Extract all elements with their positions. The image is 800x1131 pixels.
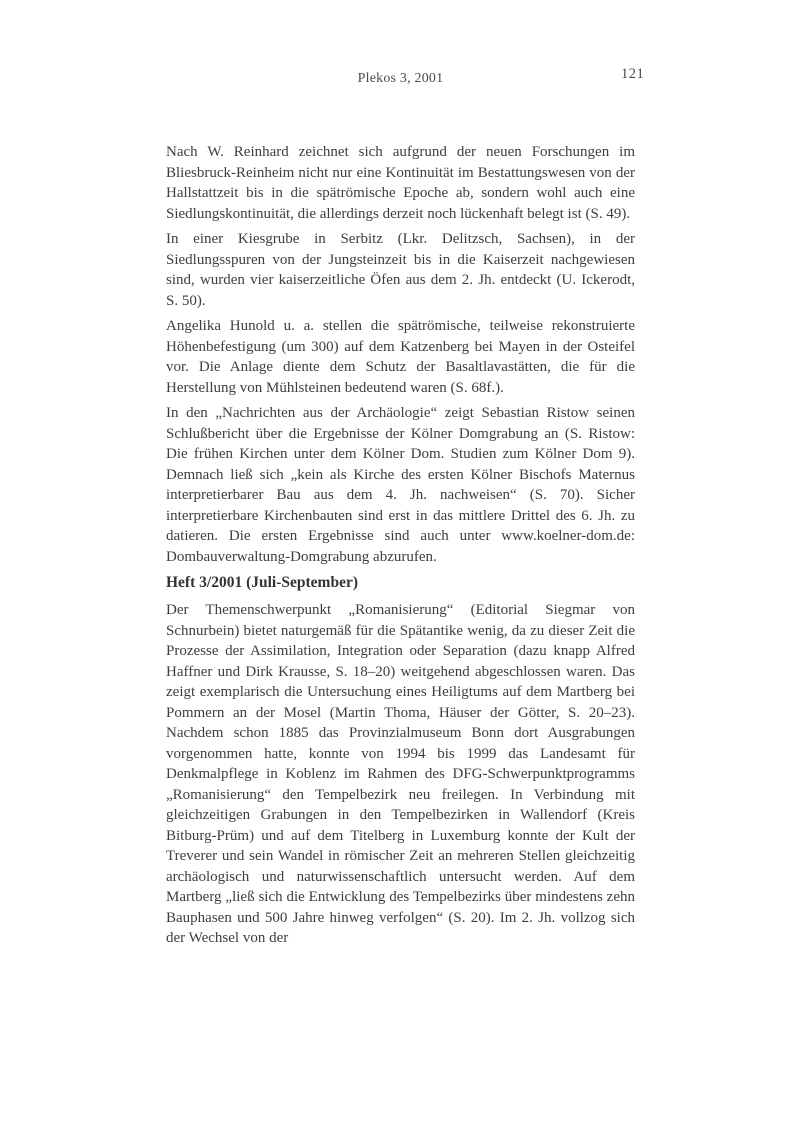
page-body xyxy=(166,142,635,954)
paragraph-romanisierung: Der Themenschwerpunkt „Romanisierung“ (Editorial Siegmar von Schnurbein) bietet naturgemäß für die Spätantike wenig, da zu dieser Zeit die Prozesse der Assimilation, Integration oder Separation (dazu knapp Alfred Haffner und Dirk Krausse, S. 18–20) weitgehend abgeschlossen waren. Das zeigt exemplarisch die Untersuchung eines Heiligtums auf dem Martberg bei Pommern an der Mosel (Martin Thoma, Häuser der Götter, S. 20–23). Nachdem schon 1885 das Provinzialmuseum Bonn dort Ausgrabungen vorgenommen hatte, konnte von 1994 bis 1999 das Landesamt für Denkmalpflege in Koblenz im Rahmen des DFG-Schwerpunktprogramms „Romanisierung“ den Tempelbezirk neu freilegen. In Verbindung mit gleichzeitigen Grabungen in den Tempelbezirken in Wallendorf (Kreis Bitburg-Prüm) und auf dem Titelberg in Luxemburg konnte der Kult der Treverer und sein Wandel in römischer Zeit an mehreren Stellen gleichzeitig archäologisch und naturwissenschaftlich untersucht werden. Auf dem Martberg „ließ sich die Entwicklung des Tempelbezirks über mindestens zehn Bauphasen und 500 Jahre hinweg verfolgen“ (S. 20). Im 2. Jh. vollzog sich der Wechsel von der xyxy=(166,602,635,946)
section-heading: Heft 3/2001 (Juli-September) xyxy=(166,574,358,591)
paragraph-katzenberg: Angelika Hunold u. a. stellen die spätrömische, teilweise rekonstruierte Höhenbefestigung (um 300) auf dem Katzenberg bei Mayen in der Osteifel vor. Die Anlage diente dem Schutz der Basaltlavastätten, die für die Herstellung von Mühlsteinen bedeutend waren (S. 68f.). xyxy=(166,318,635,396)
journal-header: Plekos 3, 2001 xyxy=(357,71,444,86)
page-number: 121 xyxy=(621,66,645,82)
paragraph-bliesbruck: Nach W. Reinhard zeichnet sich aufgrund der neuen Forschungen im Bliesbruck-Reinheim nicht nur eine Kontinuität im Bestattungswesen von der Hallstattzeit bis in die spätrömische Epoche ab, sondern wohl auch eine Siedlungskontinuität, die allerdings derzeit noch lückenhaft belegt ist (S. 49). xyxy=(166,144,635,222)
paragraph-domgrabung: In den „Nachrichten aus der Archäologie“ zeigt Sebastian Ristow seinen Schlußbericht über die Ergebnisse der Kölner Domgrabung an (S. Ristow: Die frühen Kirchen unter dem Kölner Dom. Studien zum Kölner Dom 9). Demnach ließ sich „kein als Kirche des ersten Kölner Bischofs Maternus interpretierbarer Bau aus dem 4. Jh. nachweisen“ (S. 70). Sicher interpretierbare Kirchenbauten sind erst in das mittlere Drittel des 6. Jh. zu datieren. Die ersten Ergebnisse sind auch unter www.koelner-dom.de: Dombauverwaltung-Domgrabung abzurufen. xyxy=(166,405,635,565)
paragraph-serbitz: In einer Kiesgrube in Serbitz (Lkr. Delitzsch, Sachsen), in der Siedlungsspuren von der Jungsteinzeit bis in die Kaiserzeit nachgewiesen sind, wurden vier kaiserzeitliche Öfen aus dem 2. Jh. entdeckt (U. Ickerodt, S. 50). xyxy=(166,231,635,309)
